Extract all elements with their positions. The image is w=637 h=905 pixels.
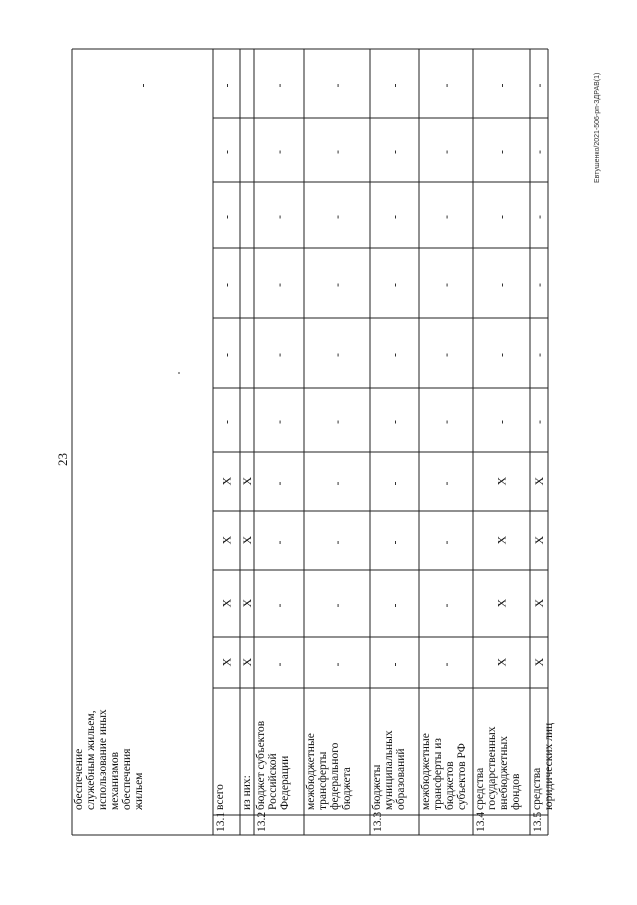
dash-mark: - xyxy=(532,150,546,154)
row-label-line: муниципальных xyxy=(383,730,395,810)
dash-mark: - xyxy=(494,420,509,424)
dash-mark: - xyxy=(272,662,286,667)
dash-mark: - xyxy=(387,283,402,287)
row-label-line: субъектов РФ xyxy=(456,743,468,810)
dash-mark: - xyxy=(387,215,402,219)
dash-mark: - xyxy=(387,353,402,357)
cross-mark: X xyxy=(494,598,509,608)
cross-mark: X xyxy=(494,476,509,486)
row-label-line: механизмов xyxy=(109,751,121,810)
row-label-line: межбюджетные xyxy=(305,733,317,810)
dash-mark: - xyxy=(387,603,402,608)
row-label-line: бюджета xyxy=(341,767,353,810)
dash-mark: - xyxy=(532,420,546,424)
row-number: 13.4 xyxy=(475,811,487,832)
row-label-line: юридических лиц xyxy=(543,722,555,810)
dash-mark: - xyxy=(135,83,150,88)
dash-mark: - xyxy=(272,353,286,357)
table-content xyxy=(73,84,555,833)
dash-mark: - xyxy=(330,353,344,357)
dash-mark: - xyxy=(532,353,546,357)
dash-mark: - xyxy=(330,540,344,545)
cross-mark: X xyxy=(240,476,254,486)
dash-mark: - xyxy=(387,420,402,424)
dash-mark: - xyxy=(219,83,234,88)
row-label-line: Российской xyxy=(267,753,279,810)
dash-mark: - xyxy=(219,420,234,424)
row-number: 13.1 xyxy=(215,811,227,832)
dash-mark: - xyxy=(219,215,234,219)
row-label-line: средства xyxy=(531,767,543,810)
dash-mark: - xyxy=(272,481,286,486)
dash-mark: - xyxy=(439,353,453,357)
dash-mark: - xyxy=(330,83,344,88)
dash-mark: - xyxy=(272,603,286,608)
row-label-line: средства xyxy=(474,767,486,810)
dash-mark: - xyxy=(330,150,344,154)
dash-mark: - xyxy=(439,83,453,88)
cross-mark: X xyxy=(532,657,546,667)
dash-mark: - xyxy=(387,662,402,667)
row-label-line: обеспечения xyxy=(121,748,133,810)
dash-mark: - xyxy=(439,662,453,667)
dash-mark: - xyxy=(439,215,453,219)
cross-mark: X xyxy=(494,657,509,667)
dash-mark: - xyxy=(439,540,453,545)
dash-mark: - xyxy=(272,83,286,88)
row-label-line: трансферты из xyxy=(432,738,444,810)
dash-mark: - xyxy=(330,420,344,424)
row-number: 13.5 xyxy=(532,811,544,832)
cross-mark: X xyxy=(219,476,234,486)
row-label-line: бюджеты xyxy=(371,764,383,810)
dash-mark: - xyxy=(272,283,286,287)
dash-mark: - xyxy=(494,83,509,88)
cross-mark: X xyxy=(219,598,234,608)
row-label-line: межбюджетные xyxy=(420,733,432,810)
dash-mark: - xyxy=(272,150,286,154)
row-label-line: бюджетов xyxy=(444,761,456,810)
dash-mark: - xyxy=(494,353,509,357)
dash-mark: - xyxy=(330,603,344,608)
document-id-stamp: Евтушенко/2021-506-рп-ЗДРАВ(1) xyxy=(594,72,601,183)
dash-mark: - xyxy=(439,420,453,424)
dash-mark: - xyxy=(219,353,234,357)
row-label-line: служебным жильем, xyxy=(85,710,97,810)
dash-mark: - xyxy=(272,215,286,219)
row-label-line: из них: xyxy=(241,775,253,810)
dash-mark: - xyxy=(532,215,546,219)
cross-mark: X xyxy=(532,535,546,545)
dash-mark: - xyxy=(439,150,453,154)
row-label-line: федерального xyxy=(329,742,341,810)
dash-mark: - xyxy=(219,283,234,287)
cross-mark: X xyxy=(240,598,254,608)
row-label-line: внебюджетных xyxy=(498,736,510,810)
row-label-line: фондов xyxy=(510,773,522,810)
row-label-line: трансферты xyxy=(317,751,329,810)
row-label-line: бюджет субъектов xyxy=(255,720,267,810)
dash-mark: - xyxy=(494,283,509,287)
dash-mark: - xyxy=(219,150,234,154)
cross-mark: X xyxy=(219,535,234,545)
dash-mark: - xyxy=(494,215,509,219)
row-label-line: использование иных xyxy=(97,709,109,810)
cross-mark: X xyxy=(532,598,546,608)
table-grid xyxy=(72,49,548,835)
dash-mark: - xyxy=(272,540,286,545)
page-number: 23 xyxy=(55,453,70,466)
dash-mark: - xyxy=(439,481,453,486)
cross-mark: X xyxy=(532,476,546,486)
row-label-line: государственных xyxy=(486,726,498,810)
dash-mark: - xyxy=(272,420,286,424)
row-label-line: Федерации xyxy=(279,755,291,810)
dash-mark: - xyxy=(330,215,344,219)
dash-mark: - xyxy=(330,283,344,287)
dash-mark: - xyxy=(532,83,546,88)
row-label-line: жильем xyxy=(133,772,145,810)
dash-mark: - xyxy=(439,283,453,287)
row-number: 13.3 xyxy=(372,811,384,832)
row-label-line: образований xyxy=(395,748,407,810)
dash-mark: - xyxy=(439,603,453,608)
dash-mark: - xyxy=(387,83,402,88)
dash-mark: - xyxy=(387,540,402,545)
row-label-line: обеспечение xyxy=(73,748,85,810)
dash-mark: - xyxy=(387,150,402,154)
row-number: 13.2 xyxy=(256,811,268,832)
cross-mark: X xyxy=(494,535,509,545)
dash-mark: - xyxy=(387,481,402,486)
row-label-line: всего xyxy=(214,784,226,810)
dash-mark: - xyxy=(330,662,344,667)
dash-mark: - xyxy=(494,150,509,154)
cross-mark: X xyxy=(240,535,254,545)
cross-mark: X xyxy=(219,657,234,667)
dash-mark: - xyxy=(330,481,344,486)
cross-mark: X xyxy=(240,657,254,667)
dash-mark: - xyxy=(532,283,546,287)
